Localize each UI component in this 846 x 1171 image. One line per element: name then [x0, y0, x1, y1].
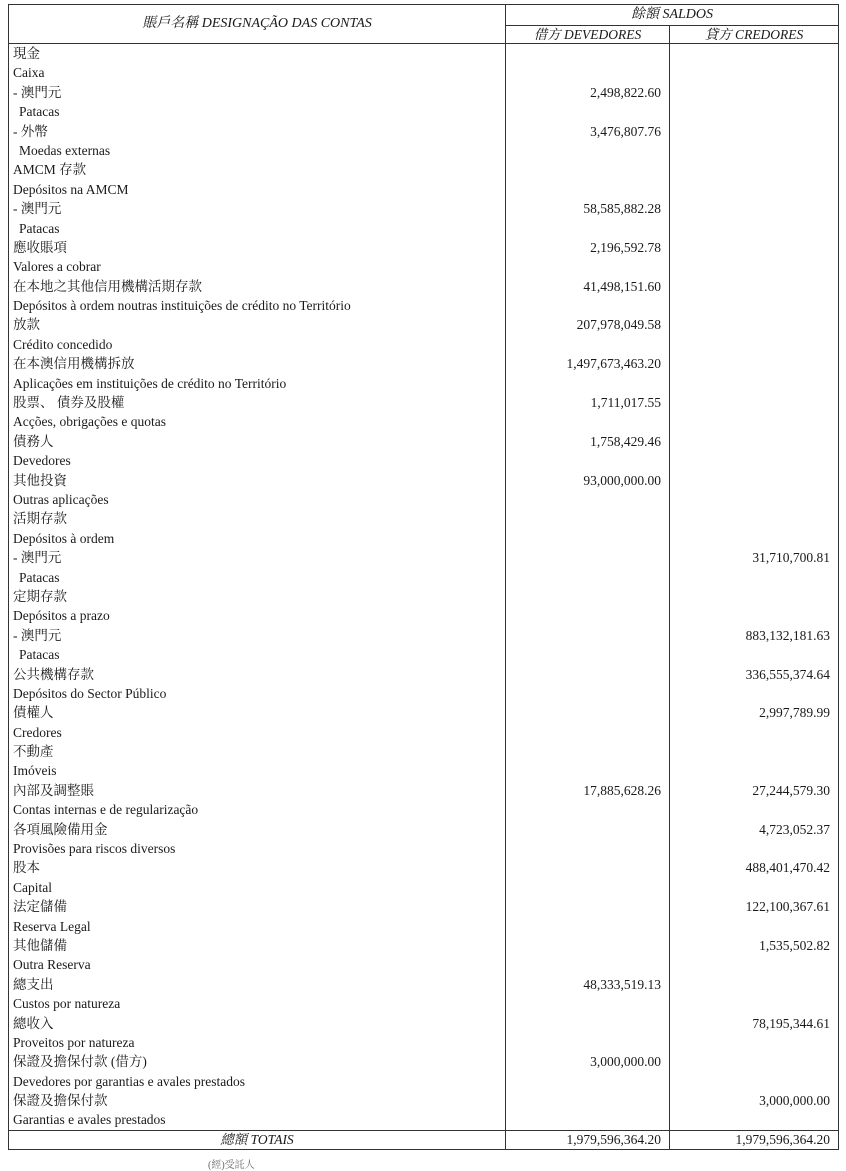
account-label: Capital [13, 879, 52, 895]
credit-amount: 2,997,789.99 [759, 705, 830, 721]
footnote: (經)受託人 [208, 1160, 255, 1171]
debit-amount [506, 703, 669, 722]
credit-amount [670, 878, 838, 897]
credit-amount [670, 723, 838, 742]
account-label: Outras aplicações [13, 491, 109, 507]
account-label: 其他儲備 [13, 937, 67, 953]
account-label: 應收賬項 [13, 239, 67, 255]
account-label: Aplicações em instituições de crédito no Território [13, 375, 287, 391]
credit-amount [670, 335, 838, 354]
credit-amount [670, 490, 838, 509]
credit-amount: 336,555,374.64 [745, 666, 830, 682]
debit-amount [506, 180, 669, 199]
debit-amount [506, 257, 669, 276]
account-label: 法定儲備 [13, 899, 67, 915]
credit-amount [670, 742, 838, 761]
account-label: Depósitos a prazo [13, 608, 110, 624]
debit-amount: 41,498,151.60 [583, 278, 661, 294]
credit-amount [670, 1072, 838, 1091]
account-label: Depósitos do Sector Público [13, 685, 167, 701]
debit-amount [506, 897, 669, 916]
account-label: - 澳門元 [13, 84, 62, 100]
account-label: 其他投資 [13, 472, 67, 488]
debit-amount: 1,758,429.46 [590, 433, 661, 449]
account-label: Devedores por garantias e avales prestados [13, 1073, 246, 1089]
credit-amount: 4,723,052.37 [759, 821, 830, 837]
saldos-header: 餘額 SALDOS [506, 5, 839, 26]
credit-amount [670, 684, 838, 703]
credit-amount [670, 199, 838, 218]
account-label: Credores [13, 724, 62, 740]
debit-amount [506, 742, 669, 761]
account-label: Patacas [19, 220, 60, 236]
account-label: - 外幣 [13, 123, 48, 139]
debit-amount [506, 219, 669, 238]
account-label: 股本 [13, 860, 40, 876]
debit-amount: 2,196,592.78 [590, 239, 661, 255]
debit-amount [506, 1072, 669, 1091]
credit-amount [670, 529, 838, 548]
credit-amount [670, 102, 838, 121]
account-label: 放款 [13, 317, 40, 333]
account-label: AMCM 存款 [13, 162, 87, 178]
credit-amount: 31,710,700.81 [752, 550, 830, 566]
account-label: 債務人 [13, 433, 54, 449]
account-label: Reserva Legal [13, 918, 91, 934]
devedores-header: 借方 DEVEDORES [506, 26, 670, 44]
credit-amount [670, 83, 838, 102]
debit-amount: 2,498,822.60 [590, 84, 661, 100]
credit-amount [670, 587, 838, 606]
totals-label: 總額 TOTAIS [9, 1130, 506, 1149]
account-label: Depósitos na AMCM [13, 181, 129, 197]
account-label: Crédito concedido [13, 336, 113, 352]
debit-amount [506, 451, 669, 470]
debit-amount [506, 665, 669, 684]
debit-amount: 1,711,017.55 [590, 395, 661, 411]
account-label: Valores a cobrar [13, 259, 101, 275]
credit-amount: 27,244,579.30 [752, 782, 830, 798]
debit-amount: 3,000,000.00 [590, 1054, 661, 1070]
debit-amount: 48,333,519.13 [583, 976, 661, 992]
account-label: Proveitos por natureza [13, 1034, 135, 1050]
debit-amount [506, 1110, 669, 1129]
debit-amount [506, 102, 669, 121]
account-label: Patacas [19, 104, 60, 120]
debit-amount: 1,497,673,463.20 [566, 356, 661, 372]
debit-amount: 93,000,000.00 [583, 472, 661, 488]
account-label: 各項風險備用金 [13, 821, 108, 837]
account-label: Patacas [19, 647, 60, 663]
credit-amount [670, 160, 838, 179]
debit-amount: 58,585,882.28 [583, 201, 661, 217]
account-label: Caixa [13, 65, 45, 81]
account-label: Contas internas e de regularização [13, 802, 199, 818]
credit-amount [670, 568, 838, 587]
account-label: Patacas [19, 569, 60, 585]
credit-amount: 3,000,000.00 [759, 1093, 830, 1109]
credit-amount [670, 238, 838, 257]
account-label: Outra Reserva [13, 957, 91, 973]
account-label: Custos por natureza [13, 996, 121, 1012]
debit-amount [506, 858, 669, 877]
debit-amount [506, 955, 669, 974]
credit-amount: 1,535,502.82 [759, 937, 830, 953]
credit-amount [670, 180, 838, 199]
balance-table [8, 4, 839, 1150]
credit-amount [670, 432, 838, 451]
credit-amount: 488,401,470.42 [745, 860, 830, 876]
account-label: 總支出 [13, 976, 54, 992]
account-label: Moedas externas [19, 142, 111, 158]
debit-amount [506, 800, 669, 819]
debit-amount [506, 645, 669, 664]
credit-amount [670, 277, 838, 296]
debit-amount [506, 548, 669, 567]
credit-amount [670, 354, 838, 373]
account-label: 保證及擔保付款 [13, 1093, 108, 1109]
account-label: 內部及調整賬 [13, 782, 94, 798]
credit-amount [670, 955, 838, 974]
credit-amount [670, 141, 838, 160]
credit-amount [670, 374, 838, 393]
account-label: 債權人 [13, 705, 54, 721]
account-label: 定期存款 [13, 588, 67, 604]
debit-amount [506, 839, 669, 858]
debit-amount [506, 490, 669, 509]
account-label: Imóveis [13, 763, 57, 779]
credit-amount [670, 1052, 838, 1071]
credit-amounts-column [670, 44, 839, 1131]
debit-amount [506, 761, 669, 780]
debit-amount [506, 63, 669, 82]
debit-amount [506, 335, 669, 354]
account-label: Acções, obrigações e quotas [13, 414, 166, 430]
account-label: Depósitos à ordem noutras instituições de crédito no Território [13, 298, 351, 314]
credit-amount: 883,132,181.63 [745, 627, 830, 643]
debit-amount [506, 1033, 669, 1052]
credit-amount [670, 219, 838, 238]
credit-amount [670, 63, 838, 82]
debit-amount [506, 606, 669, 625]
debit-amount [506, 917, 669, 936]
debit-amounts-column [506, 44, 670, 1131]
credit-amount [670, 509, 838, 528]
account-label: Provisões para riscos diversos [13, 841, 176, 857]
debit-amount [506, 684, 669, 703]
total-devedores: 1,979,596,364.20 [506, 1130, 670, 1149]
account-label: - 澳門元 [13, 201, 62, 217]
credit-amount [670, 975, 838, 994]
account-label: Garantias e avales prestados [13, 1112, 166, 1128]
account-column-header: 賬戶名稱 DESIGNAÇÃO DAS CONTAS [9, 5, 506, 44]
credit-amount [670, 1033, 838, 1052]
account-label: 總收入 [13, 1015, 54, 1031]
account-label: 股票、 債券及股權 [13, 395, 125, 411]
credit-amount [670, 44, 838, 63]
credit-amount [670, 393, 838, 412]
debit-amount [506, 412, 669, 431]
debit-amount [506, 994, 669, 1013]
account-label: 現金 [13, 46, 40, 61]
debit-amount [506, 141, 669, 160]
credores-header: 貸方 CREDORES [670, 26, 839, 44]
account-names-column [9, 44, 506, 1131]
credit-amount [670, 1110, 838, 1129]
debit-amount [506, 626, 669, 645]
debit-amount: 3,476,807.76 [590, 123, 661, 139]
credit-amount [670, 917, 838, 936]
account-label: - 澳門元 [13, 627, 62, 643]
credit-amount [670, 122, 838, 141]
debit-amount [506, 878, 669, 897]
account-label: - 澳門元 [13, 550, 62, 566]
credit-amount [670, 315, 838, 334]
debit-amount [506, 820, 669, 839]
credit-amount [670, 994, 838, 1013]
account-label: 在本澳信用機構拆放 [13, 356, 135, 372]
credit-amount [670, 645, 838, 664]
credit-amount [670, 257, 838, 276]
credit-amount [670, 839, 838, 858]
credit-amount [670, 471, 838, 490]
credit-amount [670, 412, 838, 431]
credit-amount [670, 761, 838, 780]
debit-amount: 17,885,628.26 [583, 782, 661, 798]
credit-amount: 78,195,344.61 [752, 1015, 830, 1031]
account-label: 活期存款 [13, 511, 67, 527]
debit-amount [506, 44, 669, 63]
account-label: 在本地之其他信用機構活期存款 [13, 278, 202, 294]
balance-sheet [8, 4, 838, 1150]
account-label: Depósitos à ordem [13, 530, 115, 546]
account-label: 保證及擔保付款 (借方) [13, 1054, 147, 1070]
credit-amount [670, 800, 838, 819]
credit-amount [670, 296, 838, 315]
debit-amount [506, 296, 669, 315]
debit-amount [506, 160, 669, 179]
account-label: 公共機構存款 [13, 666, 94, 682]
debit-amount [506, 529, 669, 548]
debit-amount [506, 568, 669, 587]
debit-amount [506, 1014, 669, 1033]
debit-amount [506, 509, 669, 528]
credit-amount: 122,100,367.61 [745, 899, 830, 915]
credit-amount [670, 451, 838, 470]
account-label: Devedores [13, 453, 71, 469]
debit-amount [506, 587, 669, 606]
account-label: 不動產 [13, 744, 54, 760]
total-credores: 1,979,596,364.20 [670, 1130, 839, 1149]
debit-amount [506, 1091, 669, 1110]
debit-amount: 207,978,049.58 [576, 317, 661, 333]
debit-amount [506, 936, 669, 955]
debit-amount [506, 723, 669, 742]
credit-amount [670, 606, 838, 625]
debit-amount [506, 374, 669, 393]
